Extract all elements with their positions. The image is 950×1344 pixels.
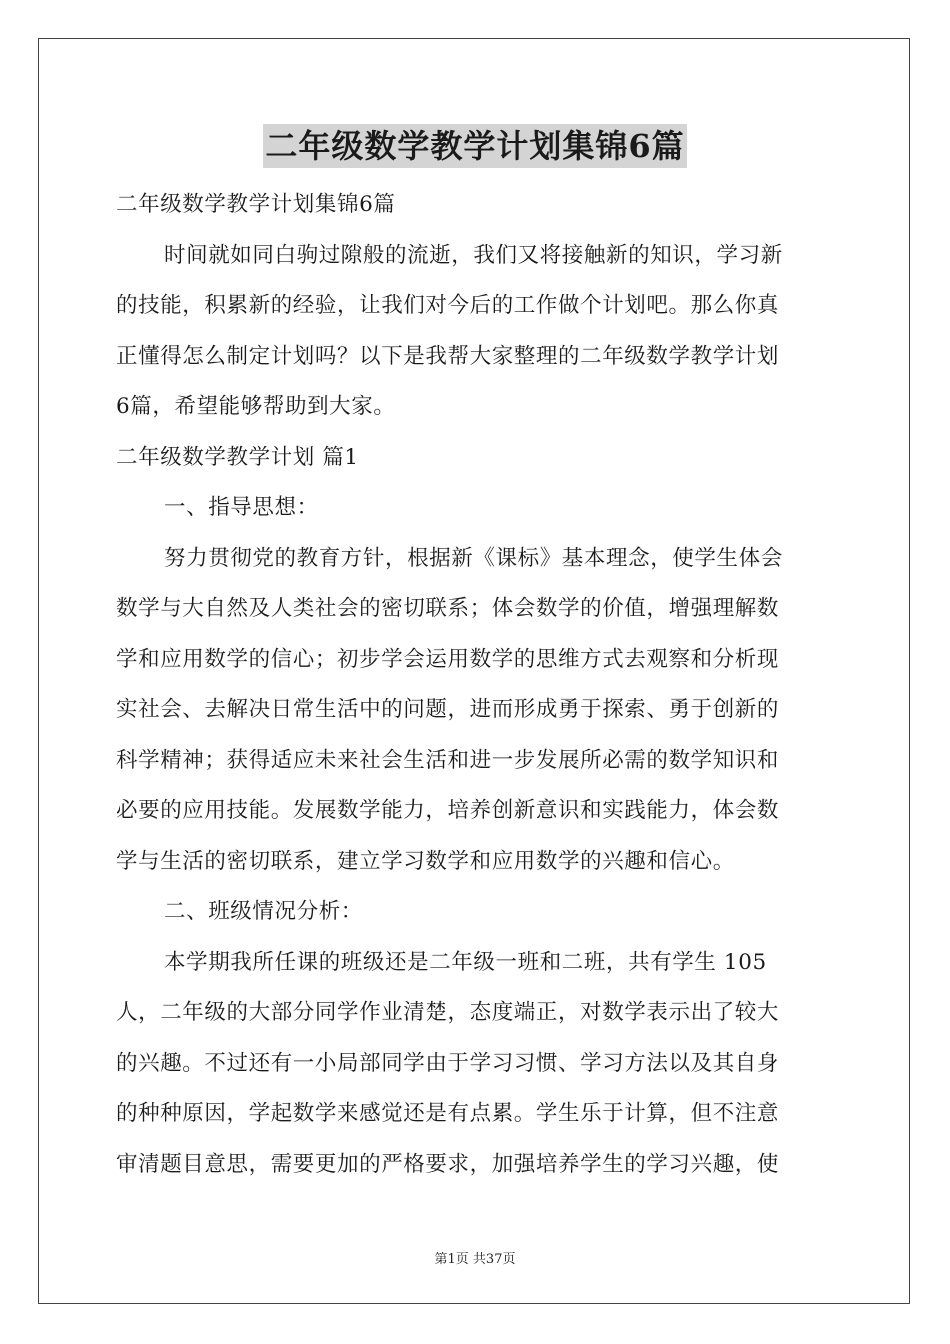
paragraph-line: 科学精神；获得适应未来社会生活和进一步发展所必需的数学知识和 bbox=[116, 747, 780, 773]
paragraph-line: 学与生活的密切联系，建立学习数学和应用数学的兴趣和信心。 bbox=[116, 848, 735, 874]
paragraph-line: 6篇，希望能够帮助到大家。 bbox=[116, 394, 396, 419]
paragraph-line: 努力贯彻党的教育方针，根据新《课标》基本理念，使学生体会 bbox=[164, 545, 783, 571]
paragraph-line: 的兴趣。不过还有一小局部同学由于学习习惯、学习方法以及其自身 bbox=[116, 1050, 780, 1076]
subsection-heading: 一、指导思想： bbox=[164, 495, 319, 520]
paragraph-line: 的种种原因，学起数学来感觉还是有点累。学生乐于计算，但不注意 bbox=[116, 1101, 780, 1126]
title-container bbox=[0, 124, 950, 168]
paragraph-line: 数学与大自然及人类社会的密切联系；体会数学的价值，增强理解数 bbox=[116, 596, 780, 621]
document-title: 二年级数学教学计划集锦6篇 bbox=[263, 124, 686, 168]
paragraph-line: 必要的应用技能。发展数学能力，培养创新意识和实践能力，体会数 bbox=[116, 798, 780, 823]
paragraph-line: 正懂得怎么制定计划吗？以下是我帮大家整理的二年级数学教学计划 bbox=[116, 343, 780, 369]
subsection-heading: 二、班级情况分析： bbox=[164, 899, 363, 924]
paragraph-line: 本学期我所任课的班级还是二年级一班和二班，共有学生 105 bbox=[164, 949, 767, 975]
section-heading: 二年级数学教学计划 篇1 bbox=[116, 444, 359, 470]
document-body bbox=[116, 180, 836, 1190]
paragraph-line: 学和应用数学的信心；初步学会运用数学的思维方式去观察和分析现 bbox=[116, 646, 780, 672]
paragraph-line: 时间就如同白驹过隙般的流逝，我们又将接触新的知识，学习新 bbox=[164, 242, 783, 268]
paragraph-line: 审清题目意思，需要更加的严格要求，加强培养学生的学习兴趣，使 bbox=[116, 1151, 780, 1177]
paragraph-line: 人，二年级的大部分同学作业清楚，态度端正，对数学表示出了较大 bbox=[116, 1000, 780, 1025]
paragraph-line: 实社会、去解决日常生活中的问题，进而形成勇于探索、勇于创新的 bbox=[116, 697, 780, 722]
paragraph-line: 的技能，积累新的经验，让我们对今后的工作做个计划吧。那么你真 bbox=[116, 293, 780, 318]
subtitle-line: 二年级数学教学计划集锦6篇 bbox=[116, 192, 396, 217]
page-footer: 第1页 共37页 bbox=[434, 1252, 516, 1267]
